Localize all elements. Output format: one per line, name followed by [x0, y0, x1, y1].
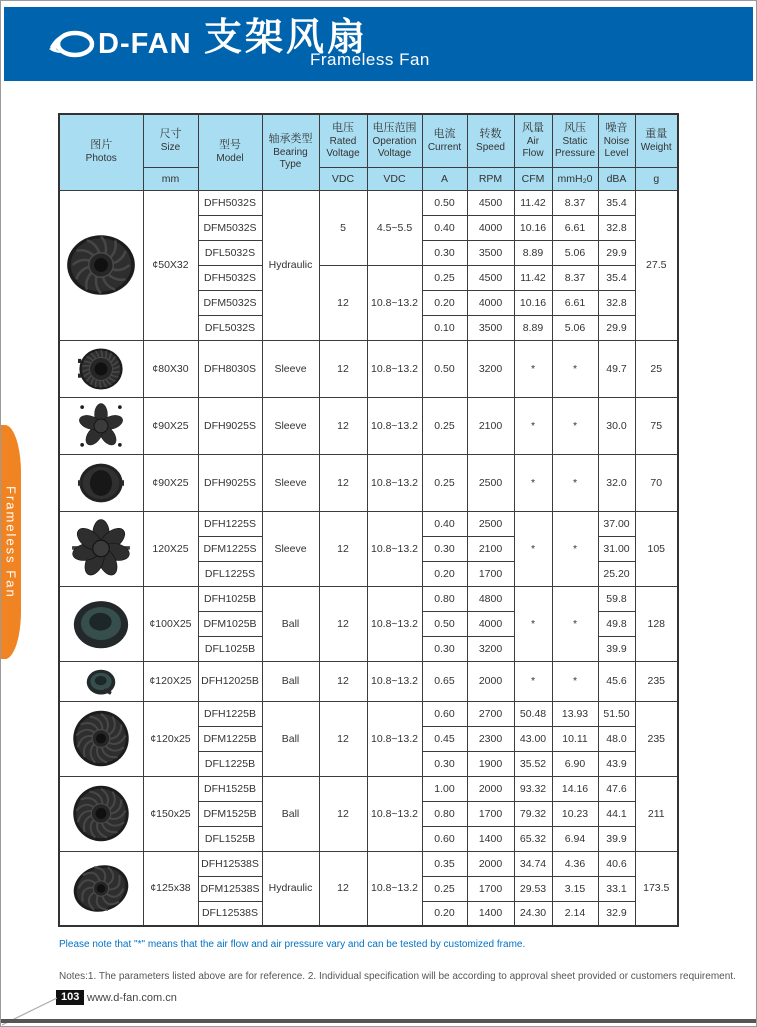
static-pressure-cell: 3.15 [552, 876, 598, 901]
rated-voltage-cell: 12 [319, 701, 367, 776]
size-cell: ¢90X25 [143, 397, 198, 454]
speed-cell: 2500 [467, 511, 514, 536]
unit-speed: RPM [467, 167, 514, 190]
current-cell: 0.30 [422, 751, 467, 776]
weight-cell: 25 [635, 340, 678, 397]
air-flow-cell: 79.32 [514, 801, 552, 826]
speed-cell: 2500 [467, 454, 514, 511]
air-flow-cell: 50.48 [514, 701, 552, 726]
bearing-cell: Ball [262, 701, 319, 776]
noise-cell: 51.50 [598, 701, 635, 726]
air-flow-cell: 8.89 [514, 240, 552, 265]
model-cell: DFH1225S [198, 511, 262, 536]
spec-row [59, 397, 678, 454]
operation-voltage-cell: 10.8~13.2 [367, 701, 422, 776]
static-pressure-cell: 6.94 [552, 826, 598, 851]
col-header-noise-level: 噪音 Noise Level [598, 114, 635, 167]
impeller-large-fan-photo [69, 784, 133, 843]
bearing-cell: Ball [262, 661, 319, 701]
fan-photo-cell [59, 511, 143, 586]
spec-row [59, 661, 678, 701]
col-header-model: 型号 Model [198, 114, 262, 190]
round-oval-fan-photo [76, 460, 126, 506]
model-cell: DFL5032S [198, 315, 262, 340]
operation-voltage-cell: 10.8~13.2 [367, 586, 422, 661]
current-cell: 0.60 [422, 701, 467, 726]
noise-cell: 35.4 [598, 190, 635, 215]
air-flow-cell: 35.52 [514, 751, 552, 776]
static-pressure-cell: 10.23 [552, 801, 598, 826]
static-pressure-cell: * [552, 511, 598, 586]
current-cell: 0.50 [422, 340, 467, 397]
current-cell: 0.40 [422, 511, 467, 536]
size-cell: 120X25 [143, 511, 198, 586]
current-cell: 0.10 [422, 315, 467, 340]
model-cell: DFH5032S [198, 190, 262, 215]
col-header-bearing-type: 轴承类型 Bearing Type [262, 114, 319, 190]
noise-cell: 35.4 [598, 265, 635, 290]
weight-cell: 75 [635, 397, 678, 454]
fan-photo-cell [59, 851, 143, 926]
spec-row [59, 586, 678, 611]
bearing-cell: Sleeve [262, 340, 319, 397]
speed-cell: 3500 [467, 315, 514, 340]
reference-notes: Notes:1. The parameters listed above are for reference. 2. Individual specification will be according to approval sheet provided or customers requirement. [59, 971, 736, 982]
speed-cell: 3200 [467, 636, 514, 661]
impeller-side-fan-photo [62, 229, 140, 301]
rated-voltage-cell: 12 [319, 511, 367, 586]
model-cell: DFL1025B [198, 636, 262, 661]
model-cell: DFH12025B [198, 661, 262, 701]
weight-cell: 211 [635, 776, 678, 851]
speed-cell: 2000 [467, 661, 514, 701]
static-pressure-cell: 2.14 [552, 901, 598, 926]
header-row-labels [59, 114, 678, 167]
model-cell: DFM1525B [198, 801, 262, 826]
model-cell: DFM12538S [198, 876, 262, 901]
rated-voltage-cell: 12 [319, 851, 367, 926]
air-flow-cell: * [514, 511, 552, 586]
dfan-logo-icon [48, 23, 98, 65]
spec-table [58, 113, 679, 927]
size-cell: ¢120x25 [143, 701, 198, 776]
operation-voltage-cell: 10.8~13.2 [367, 661, 422, 701]
spec-row [59, 340, 678, 397]
noise-cell: 43.9 [598, 751, 635, 776]
model-cell: DFH9025S [198, 454, 262, 511]
current-cell: 0.35 [422, 851, 467, 876]
col-header-photos: 图片 Photos [59, 114, 143, 190]
speed-cell: 4800 [467, 586, 514, 611]
fan-photo-cell [59, 701, 143, 776]
weight-cell: 235 [635, 701, 678, 776]
page-title-en: Frameless Fan [310, 50, 430, 69]
speed-cell: 4000 [467, 215, 514, 240]
speed-cell: 1700 [467, 561, 514, 586]
size-cell: ¢80X30 [143, 340, 198, 397]
speed-cell: 2000 [467, 851, 514, 876]
noise-cell: 32.9 [598, 901, 635, 926]
noise-cell: 29.9 [598, 240, 635, 265]
noise-cell: 32.0 [598, 454, 635, 511]
model-cell: DFH1225B [198, 701, 262, 726]
model-cell: DFH9025S [198, 397, 262, 454]
rated-voltage-cell: 12 [319, 586, 367, 661]
weight-cell: 27.5 [635, 190, 678, 340]
header-row-units [59, 167, 678, 190]
current-cell: 0.80 [422, 586, 467, 611]
speed-cell: 2300 [467, 726, 514, 751]
speed-cell: 3200 [467, 340, 514, 397]
noise-cell: 39.9 [598, 636, 635, 661]
bearing-cell: Sleeve [262, 454, 319, 511]
axial-5blade-fan-photo [76, 403, 126, 449]
model-cell: DFH1525B [198, 776, 262, 801]
operation-voltage-cell: 10.8~13.2 [367, 265, 422, 340]
air-flow-cell: * [514, 454, 552, 511]
speed-cell: 2000 [467, 776, 514, 801]
fan-photo-cell [59, 661, 143, 701]
noise-cell: 29.9 [598, 315, 635, 340]
current-cell: 0.65 [422, 661, 467, 701]
air-flow-cell: * [514, 340, 552, 397]
operation-voltage-cell: 4.5~5.5 [367, 190, 422, 265]
col-header-weight: 重量 Weight [635, 114, 678, 167]
col-header-size: 尺寸 Size [143, 114, 198, 167]
side-tab-label: Frameless Fan [3, 485, 19, 599]
spec-row [59, 701, 678, 726]
star-7blade-fan-photo [69, 519, 133, 578]
operation-voltage-cell: 10.8~13.2 [367, 454, 422, 511]
page-number-badge: 103 [56, 990, 84, 1005]
unit-weight: g [635, 167, 678, 190]
size-cell: ¢50X32 [143, 190, 198, 340]
current-cell: 0.25 [422, 876, 467, 901]
noise-cell: 33.1 [598, 876, 635, 901]
bearing-cell: Ball [262, 776, 319, 851]
noise-cell: 48.0 [598, 726, 635, 751]
unit-current: A [422, 167, 467, 190]
model-cell: DFL5032S [198, 240, 262, 265]
static-pressure-cell: 13.93 [552, 701, 598, 726]
model-cell: DFM5032S [198, 290, 262, 315]
current-cell: 0.20 [422, 290, 467, 315]
speed-cell: 4000 [467, 611, 514, 636]
air-flow-cell: 93.32 [514, 776, 552, 801]
model-cell: DFL1225S [198, 561, 262, 586]
static-pressure-cell: * [552, 661, 598, 701]
static-pressure-cell: 8.37 [552, 190, 598, 215]
current-cell: 0.25 [422, 265, 467, 290]
air-flow-cell: 43.00 [514, 726, 552, 751]
spec-table-body [59, 190, 678, 926]
weight-cell: 70 [635, 454, 678, 511]
model-cell: DFM1225B [198, 726, 262, 751]
bearing-cell: Hydraulic [262, 190, 319, 340]
unit-static-pressure: mmH₂0 [552, 167, 598, 190]
asterisk-note: Please note that "*" means that the air flow and air pressure vary and can be tested by customized frame. [59, 939, 526, 950]
fan-photo-cell [59, 586, 143, 661]
noise-cell: 44.1 [598, 801, 635, 826]
model-cell: DFH1025B [198, 586, 262, 611]
spec-row [59, 511, 678, 536]
current-cell: 0.45 [422, 726, 467, 751]
current-cell: 0.80 [422, 801, 467, 826]
current-cell: 0.20 [422, 901, 467, 926]
air-flow-cell: * [514, 586, 552, 661]
weight-cell: 235 [635, 661, 678, 701]
rated-voltage-cell: 12 [319, 776, 367, 851]
air-flow-cell: 34.74 [514, 851, 552, 876]
speed-cell: 3500 [467, 240, 514, 265]
air-flow-cell: * [514, 397, 552, 454]
size-cell: ¢90X25 [143, 454, 198, 511]
weight-cell: 173.5 [635, 851, 678, 926]
rated-voltage-cell: 12 [319, 454, 367, 511]
fan-photo-cell [59, 454, 143, 511]
bottom-rule [1, 1019, 756, 1023]
noise-cell: 40.6 [598, 851, 635, 876]
fan-photo-cell [59, 397, 143, 454]
noise-cell: 30.0 [598, 397, 635, 454]
col-header-operation-voltage: 电压范围 Operation Voltage [367, 114, 422, 167]
static-pressure-cell: * [552, 586, 598, 661]
rated-voltage-cell: 12 [319, 397, 367, 454]
weight-cell: 128 [635, 586, 678, 661]
noise-cell: 49.7 [598, 340, 635, 397]
col-header-current: 电流 Current [422, 114, 467, 167]
speed-cell: 1400 [467, 826, 514, 851]
unit-operation-voltage: VDC [367, 167, 422, 190]
size-cell: ¢100X25 [143, 586, 198, 661]
spec-row [59, 190, 678, 215]
operation-voltage-cell: 10.8~13.2 [367, 340, 422, 397]
air-flow-cell: 65.32 [514, 826, 552, 851]
static-pressure-cell: 5.06 [552, 315, 598, 340]
current-cell: 0.20 [422, 561, 467, 586]
dome-bracket-fan-photo [84, 666, 118, 697]
bearing-cell: Sleeve [262, 511, 319, 586]
model-cell: DFH8030S [198, 340, 262, 397]
static-pressure-cell: 14.16 [552, 776, 598, 801]
bearing-cell: Hydraulic [262, 851, 319, 926]
model-cell: DFM1225S [198, 536, 262, 561]
model-cell: DFM1025B [198, 611, 262, 636]
website-link[interactable]: www.d-fan.com.cn [87, 992, 177, 1004]
static-pressure-cell: 6.61 [552, 215, 598, 240]
spec-row [59, 776, 678, 801]
unit-rated-voltage: VDC [319, 167, 367, 190]
current-cell: 1.00 [422, 776, 467, 801]
col-header-static-pressure: 风压 Static Pressure [552, 114, 598, 167]
side-tab-frameless-fan [1, 425, 21, 659]
top-banner [4, 7, 753, 81]
noise-cell: 45.6 [598, 661, 635, 701]
col-header-air-flow: 风量 Air Flow [514, 114, 552, 167]
speed-cell: 4500 [467, 190, 514, 215]
air-flow-cell: 8.89 [514, 315, 552, 340]
impeller-tilt-fan-photo [69, 859, 133, 918]
page-title-zh: 支架风扇 [204, 17, 369, 59]
weight-cell: 105 [635, 511, 678, 586]
noise-cell: 32.8 [598, 215, 635, 240]
impeller-round-fan-photo [69, 709, 133, 768]
air-flow-cell: 10.16 [514, 215, 552, 240]
brand-name: D-FAN [98, 27, 192, 60]
current-cell: 0.30 [422, 636, 467, 661]
static-pressure-cell: 5.06 [552, 240, 598, 265]
static-pressure-cell: * [552, 454, 598, 511]
model-cell: DFH5032S [198, 265, 262, 290]
bearing-cell: Sleeve [262, 397, 319, 454]
static-pressure-cell: * [552, 397, 598, 454]
unit-air-flow: CFM [514, 167, 552, 190]
size-cell: ¢120X25 [143, 661, 198, 701]
current-cell: 0.40 [422, 215, 467, 240]
noise-cell: 32.8 [598, 290, 635, 315]
operation-voltage-cell: 10.8~13.2 [367, 511, 422, 586]
speed-cell: 1400 [467, 901, 514, 926]
speed-cell: 1700 [467, 876, 514, 901]
model-cell: DFL1225B [198, 751, 262, 776]
current-cell: 0.50 [422, 611, 467, 636]
current-cell: 0.60 [422, 826, 467, 851]
speed-cell: 1900 [467, 751, 514, 776]
speed-cell: 4000 [467, 290, 514, 315]
col-header-speed: 转数 Speed [467, 114, 514, 167]
spec-row [59, 454, 678, 511]
operation-voltage-cell: 10.8~13.2 [367, 851, 422, 926]
air-flow-cell: * [514, 661, 552, 701]
noise-cell: 25.20 [598, 561, 635, 586]
current-cell: 0.30 [422, 536, 467, 561]
col-header-rated-voltage: 电压 Rated Voltage [319, 114, 367, 167]
spec-table-head [59, 114, 678, 190]
size-cell: ¢150x25 [143, 776, 198, 851]
air-flow-cell: 11.42 [514, 265, 552, 290]
fan-photo-cell [59, 190, 143, 340]
speed-cell: 2700 [467, 701, 514, 726]
noise-cell: 37.00 [598, 511, 635, 536]
static-pressure-cell: 4.36 [552, 851, 598, 876]
operation-voltage-cell: 10.8~13.2 [367, 397, 422, 454]
rated-voltage-cell: 5 [319, 190, 367, 265]
spec-row [59, 851, 678, 876]
rated-voltage-cell: 12 [319, 340, 367, 397]
static-pressure-cell: 6.90 [552, 751, 598, 776]
static-pressure-cell: 10.11 [552, 726, 598, 751]
model-cell: DFL1525B [198, 826, 262, 851]
model-cell: DFM5032S [198, 215, 262, 240]
air-flow-cell: 10.16 [514, 290, 552, 315]
noise-cell: 59.8 [598, 586, 635, 611]
fan-photo-cell [59, 776, 143, 851]
static-pressure-cell: 8.37 [552, 265, 598, 290]
current-cell: 0.25 [422, 397, 467, 454]
bearing-cell: Ball [262, 586, 319, 661]
speed-cell: 2100 [467, 397, 514, 454]
rated-voltage-cell: 12 [319, 265, 367, 340]
air-flow-cell: 24.30 [514, 901, 552, 926]
noise-cell: 39.9 [598, 826, 635, 851]
static-pressure-cell: 6.61 [552, 290, 598, 315]
current-cell: 0.25 [422, 454, 467, 511]
current-cell: 0.30 [422, 240, 467, 265]
speed-cell: 1700 [467, 801, 514, 826]
model-cell: DFL12538S [198, 901, 262, 926]
blower-fan-photo [76, 346, 126, 392]
speed-cell: 4500 [467, 265, 514, 290]
unit-noise-level: dBA [598, 167, 635, 190]
noise-cell: 49.8 [598, 611, 635, 636]
speed-cell: 2100 [467, 536, 514, 561]
unit-size: mm [143, 167, 198, 190]
size-cell: ¢125x38 [143, 851, 198, 926]
noise-cell: 31.00 [598, 536, 635, 561]
current-cell: 0.50 [422, 190, 467, 215]
brand-logo [48, 23, 192, 65]
rated-voltage-cell: 12 [319, 661, 367, 701]
dome-fan-photo [69, 594, 133, 653]
operation-voltage-cell: 10.8~13.2 [367, 776, 422, 851]
model-cell: DFH12538S [198, 851, 262, 876]
air-flow-cell: 11.42 [514, 190, 552, 215]
fan-photo-cell [59, 340, 143, 397]
noise-cell: 47.6 [598, 776, 635, 801]
air-flow-cell: 29.53 [514, 876, 552, 901]
static-pressure-cell: * [552, 340, 598, 397]
